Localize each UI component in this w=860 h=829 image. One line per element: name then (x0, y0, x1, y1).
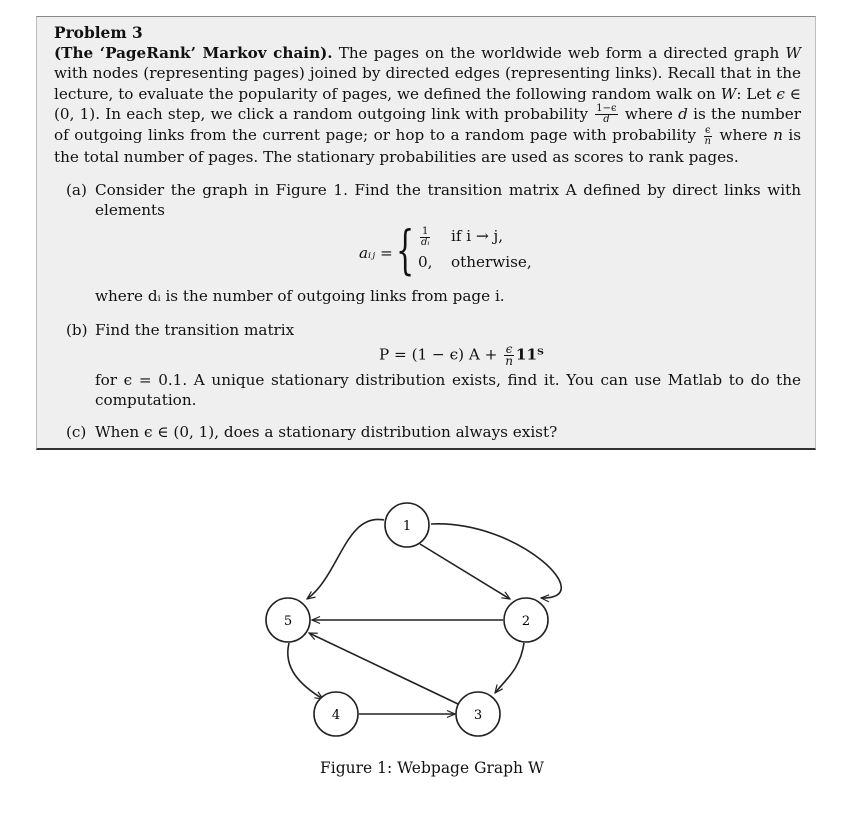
node-4 (314, 692, 358, 736)
fraction-numerator: ϵ (505, 341, 513, 356)
node-3-label: 3 (473, 708, 483, 723)
part-b-label: (b) (66, 320, 88, 339)
intro-text: is the number of outgoing links from the current page; or hop to a random page with probability (54, 104, 802, 145)
figure-caption: Figure 1: Webpage Graph W (320, 759, 544, 777)
node-1 (385, 503, 429, 547)
part-c-text: When ϵ ∈ (0, 1), does a stationary distribution always exist? (95, 423, 558, 442)
problem-title: Problem 3 (54, 24, 143, 42)
fraction-numerator: 1−ϵ (596, 103, 617, 115)
part-c-label: (c) (66, 423, 87, 442)
var-w: W (785, 44, 801, 63)
case-2-condition: otherwise, (451, 253, 532, 272)
var-epsilon: ϵ (776, 84, 785, 103)
part-a-label: (a) (66, 181, 87, 200)
fraction-numerator: 1 (420, 227, 430, 238)
part-a-text: Consider the graph in Figure 1. Find the transition matrix A defined by direct links with elements (95, 181, 801, 220)
equation-b-right: 𝟏𝟏ᵀ (515, 345, 544, 364)
intro-text: : Let (736, 84, 772, 103)
part-b-after: for ϵ = 0.1. A unique stationary distribution exists, find it. You can use Matlab to do the computation. (95, 370, 801, 410)
var-d: d (678, 104, 688, 123)
part-a-after: where dᵢ is the number of outgoing links from page i. (95, 287, 505, 306)
fraction-numerator: ϵ (704, 124, 711, 136)
fraction-denominator: n (704, 135, 711, 147)
fraction-denominator: n (505, 353, 513, 368)
intro-text: ∈ (0, 1). In each step, we click a random outgoing link with probability (54, 84, 802, 123)
problem-heading: (The ‘PageRank’ Markov chain). (54, 44, 333, 63)
case-2-value: 0, (418, 253, 433, 272)
intro-text: The pages on the worldwide web form a directed graph (338, 44, 780, 63)
case-1-condition: if i → j, (451, 227, 504, 246)
edge-5-4 (288, 643, 323, 699)
intro-text: where (624, 104, 673, 123)
edge-1-2 (420, 544, 510, 599)
node-5-label: 5 (283, 614, 293, 629)
var-n: n (773, 126, 783, 145)
node-3 (456, 692, 500, 736)
fraction-denominator: dᵢ (421, 236, 430, 248)
intro-text: is the total number of pages. The stationary probabilities are used as scores to rank pages. (54, 126, 802, 166)
var-w: W (720, 84, 737, 103)
fraction-denominator: d (603, 114, 610, 126)
equation-b-left: P = (1 − ϵ) A + (379, 345, 498, 364)
part-b-text: Find the transition matrix (95, 320, 295, 339)
node-1-label: 1 (402, 519, 412, 534)
node-5 (266, 598, 310, 642)
intro-text: where (719, 126, 768, 145)
node-2 (504, 598, 548, 642)
edge-2-3 (495, 643, 524, 693)
node-4-label: 4 (331, 708, 341, 723)
equation-lhs: aᵢⱼ = (359, 244, 393, 263)
left-brace: { (396, 221, 415, 282)
node-2-label: 2 (521, 614, 531, 629)
edge-2-1 (431, 524, 561, 598)
edge-1-5 (307, 519, 384, 599)
intro-text: with nodes (representing pages) joined by directed edges (representing links). Recall that in the lecture, to evaluate the popularity of pages, we defined the following random walk on (54, 64, 801, 103)
